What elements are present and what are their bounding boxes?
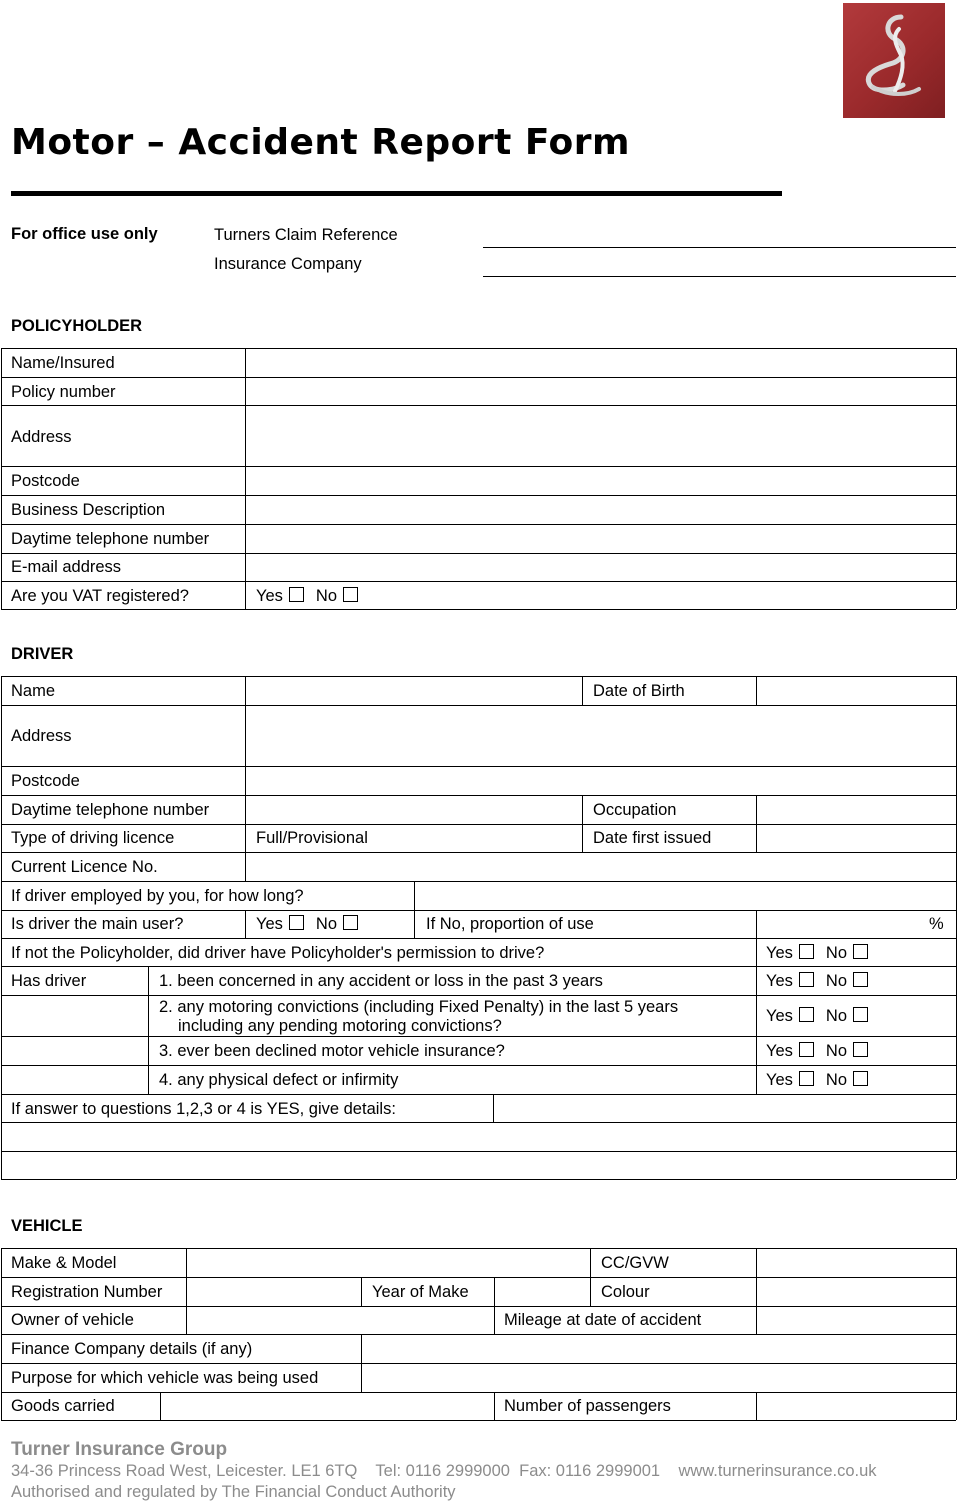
goods-label: Goods carried	[11, 1397, 115, 1415]
has-driver-label: Has driver	[11, 972, 87, 990]
registration-label: Registration Number	[11, 1283, 163, 1301]
email-label: E-mail address	[11, 558, 122, 576]
main-user-yes-no: Yes No	[256, 914, 370, 934]
permission-yes-no: Yes No	[766, 943, 880, 963]
question-4-yes-no: Yes No	[766, 1070, 880, 1090]
permission-yes-checkbox[interactable]	[799, 944, 814, 959]
main-user-label: Is driver the main user?	[11, 915, 184, 933]
date-first-issued-label: Date first issued	[593, 829, 712, 847]
policyholder-heading: POLICYHOLDER	[11, 317, 143, 335]
question-4-yes-checkbox[interactable]	[799, 1071, 814, 1086]
licence-number-label: Current Licence No.	[11, 858, 158, 876]
question-2-no-checkbox[interactable]	[853, 1007, 868, 1022]
driver-name-label: Name	[11, 682, 56, 700]
main-user-no-checkbox[interactable]	[343, 915, 358, 930]
question-2-continued-label: including any pending motoring convictions?	[178, 1017, 502, 1035]
insurance-company-label: Insurance Company	[214, 255, 362, 273]
question-1-label: 1. been concerned in any accident or loss in the past 3 years	[159, 972, 603, 990]
question-2-label: 2. any motoring convictions (including Fixed Penalty) in the last 5 years	[159, 998, 679, 1016]
cc-gvw-label: CC/GVW	[601, 1254, 669, 1272]
main-user-yes-checkbox[interactable]	[289, 915, 304, 930]
question-4-no-checkbox[interactable]	[853, 1071, 868, 1086]
policyholder-address-label: Address	[11, 428, 72, 446]
vehicle-heading: VEHICLE	[11, 1217, 83, 1235]
occupation-label: Occupation	[593, 801, 677, 819]
purpose-label: Purpose for which vehicle was being used	[11, 1369, 319, 1387]
title-rule	[11, 191, 782, 196]
business-description-label: Business Description	[11, 501, 166, 519]
vat-no-checkbox[interactable]	[343, 587, 358, 602]
question-3-yes-checkbox[interactable]	[799, 1042, 814, 1057]
permission-label: If not the Policyholder, did driver have Policyholder's permission to drive?	[11, 944, 545, 962]
insurance-company-field[interactable]	[483, 276, 956, 277]
proportion-of-use-label: If No, proportion of use	[426, 915, 594, 933]
footer-company: Turner Insurance Group	[11, 1439, 228, 1460]
date-of-birth-label: Date of Birth	[593, 682, 685, 700]
question-3-no-checkbox[interactable]	[853, 1042, 868, 1057]
policyholder-postcode-label: Postcode	[11, 472, 80, 490]
footer-regulation: Authorised and regulated by The Financial Conduct Authority	[11, 1483, 456, 1501]
company-logo	[843, 3, 945, 118]
question-1-yes-checkbox[interactable]	[799, 972, 814, 987]
claim-reference-field[interactable]	[483, 247, 956, 248]
question-4-label: 4. any physical defect or infirmity	[159, 1071, 399, 1089]
permission-no-checkbox[interactable]	[853, 944, 868, 959]
policyholder-phone-label: Daytime telephone number	[11, 530, 210, 548]
licence-type-label: Type of driving licence	[11, 829, 175, 847]
logo-swirl-icon	[843, 3, 945, 118]
policy-number-label: Policy number	[11, 383, 116, 401]
footer-address: 34-36 Princess Road West, Leicester. LE1 6TQ Tel: 0116 2999000 Fax: 0116 2999001 www.turnerinsurance.co.uk	[11, 1462, 877, 1480]
question-2-yes-checkbox[interactable]	[799, 1007, 814, 1022]
question-1-no-checkbox[interactable]	[853, 972, 868, 987]
vat-yes-checkbox[interactable]	[289, 587, 304, 602]
question-2-yes-no: Yes No	[766, 1006, 880, 1026]
question-1-yes-no: Yes No	[766, 971, 880, 991]
year-of-make-label: Year of Make	[372, 1283, 469, 1301]
driver-address-label: Address	[11, 727, 72, 745]
finance-label: Finance Company details (if any)	[11, 1340, 253, 1358]
question-3-label: 3. ever been declined motor vehicle insurance?	[159, 1042, 505, 1060]
owner-label: Owner of vehicle	[11, 1311, 134, 1329]
employment-duration-label: If driver employed by you, for how long?	[11, 887, 304, 905]
driver-phone-label: Daytime telephone number	[11, 801, 210, 819]
claim-reference-label: Turners Claim Reference	[214, 226, 398, 244]
details-label: If answer to questions 1,2,3 or 4 is YES, give details:	[11, 1100, 396, 1118]
colour-label: Colour	[601, 1283, 650, 1301]
driver-heading: DRIVER	[11, 645, 74, 663]
office-use-label: For office use only	[11, 225, 158, 243]
policyholder-name-label: Name/Insured	[11, 354, 115, 372]
driver-postcode-label: Postcode	[11, 772, 80, 790]
vat-yes-no: Yes No	[256, 586, 370, 606]
page-title: Motor – Accident Report Form	[11, 122, 631, 163]
licence-type-value: Full/Provisional	[256, 829, 368, 847]
passengers-label: Number of passengers	[504, 1397, 671, 1415]
percent-sign: %	[929, 915, 944, 933]
make-model-label: Make & Model	[11, 1254, 117, 1272]
vat-label: Are you VAT registered?	[11, 587, 189, 605]
question-3-yes-no: Yes No	[766, 1041, 880, 1061]
mileage-label: Mileage at date of accident	[504, 1311, 702, 1329]
